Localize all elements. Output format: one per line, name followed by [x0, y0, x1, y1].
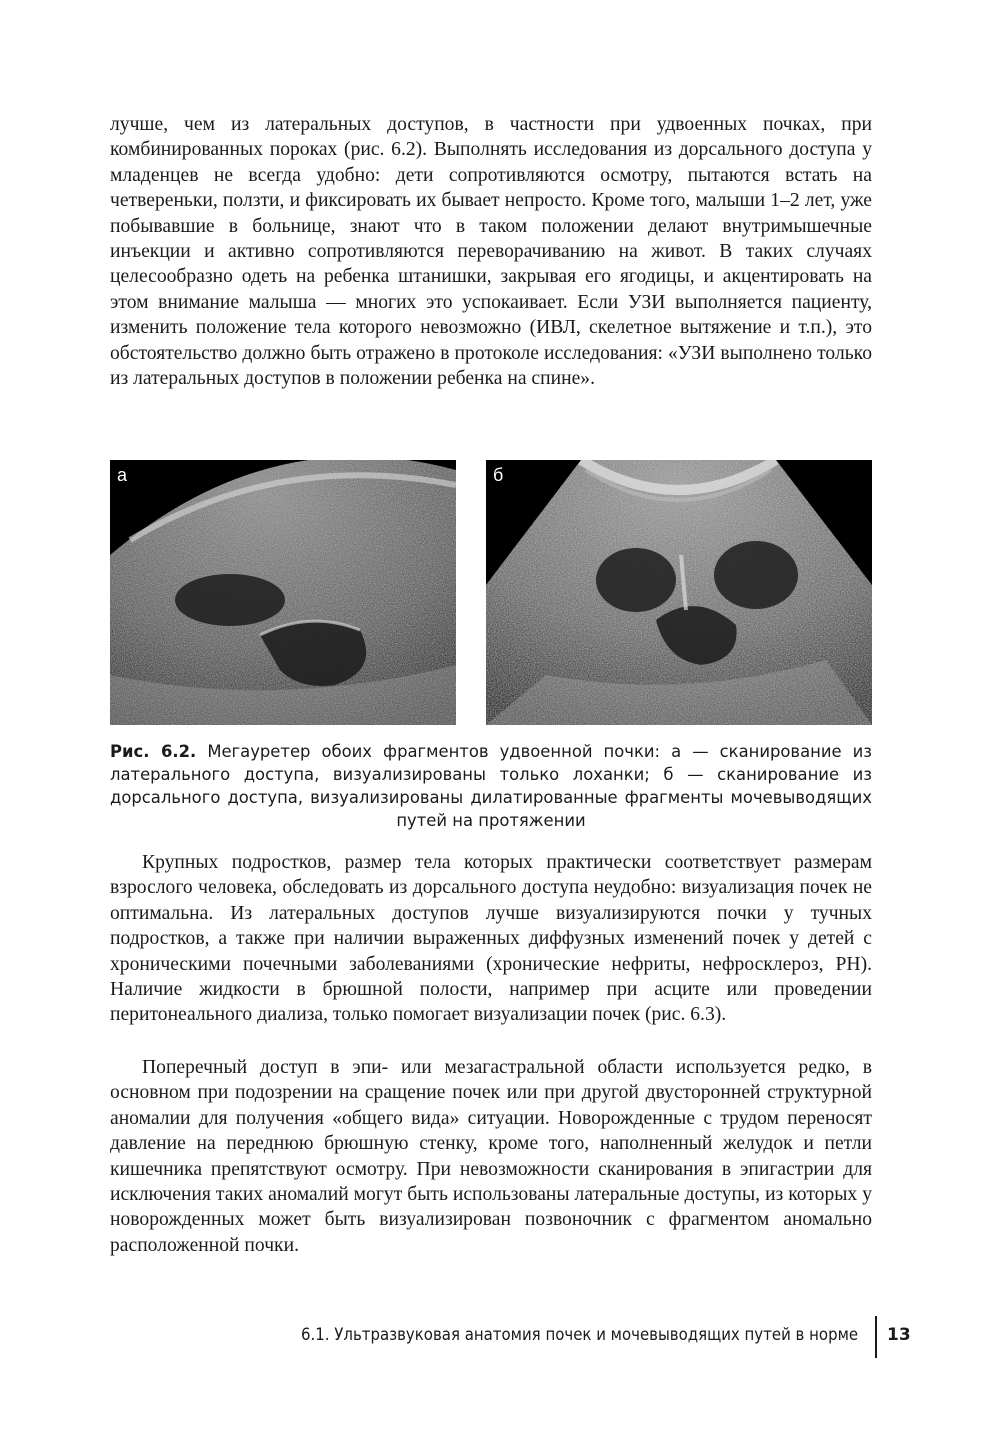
body-paragraph-3: Поперечный доступ в эпи- или мезагастральной области используется редко, в основном при подозрении на сращение почек или при другой двусторонней структурной аномалии для получения «общего вида» ситуации. Новорожденные с трудом переносят давление на переднюю брюшную стенку, кроме того, наполненный желудок и петли кишечника препятствуют осмотру. При невозможности сканирования в эпигастрии для исключения таких аномалий могут быть использованы латеральные доступы, из которых у новорожденных может быть визуализирован позвоночник с фрагментом аномально расположенной почки. — [110, 1057, 872, 1256]
caption-text: Мегауретер обоих фрагментов удвоенной почки: а — сканирование из латерального доступа, визуализированы только лоханки; б — сканирование из дорсального доступа, визуализированы дилатированные фрагменты мочевыводящих путей на протяжении — [110, 742, 872, 830]
body-paragraph-1: лучше, чем из латеральных доступов, в частности при удвоенных почках, при комбинированных пороках (рис. 6.2). Выполнять исследования из дорсального доступа у младенцев не всегда удобно: дети сопротивляются осмотру, пытаются встать на четвереньки, ползти, и фиксировать их бывает непросто. Кроме того, малыши 1–2 лет, уже побывавшие в больнице, знают что в таком положении делают внутримышечные инъекции и активно сопротивляются переворачиванию на живот. В таких случаях целесообразно одеть на ребенка штанишки, закрывая его ягодицы, и акцентировать на этом внимание малыша — многих это успокаивает. Если УЗИ выполняется пациенту, изменить положение тела которого невозможно (ИВЛ, скелетное вытяжение и т.п.), это обстоятельство должно быть отражено в протоколе исследования: «УЗИ выполнено только из латеральных доступов в положении ребенка на спине». — [110, 114, 872, 390]
ultrasound-scan-b-graphic — [486, 460, 872, 725]
ultrasound-image-a — [110, 460, 456, 725]
body-paragraph-2: Крупных подростков, размер тела которых практически соответствует размерам взрослого человека, обследовать из дорсального доступа неудобно: визуализация почек не оптимальна. Из латеральных доступов лучше визуализируются почки у тучных подростков, а также при наличии выраженных диффузных изменений почек у детей с хроническими почечными заболеваниями (хронические нефриты, нефросклероз, РН). Наличие жидкости в брюшной полости, например при асците или проведении перитонеального диализа, только помогает визуализации почек (рис. 6.3). — [110, 852, 872, 1026]
caption-label: Рис. 6.2. — [110, 742, 197, 761]
ultrasound-image-b — [486, 460, 872, 725]
page-number: 13 — [887, 1325, 911, 1345]
running-head: 6.1. Ультразвуковая анатомия почек и мочевыводящих путей в норме — [300, 1325, 858, 1345]
figure-caption — [110, 740, 872, 832]
panel-label-b: б — [493, 465, 504, 485]
ultrasound-scan-a-graphic — [110, 460, 456, 725]
footer-divider — [875, 1316, 877, 1358]
panel-label-a: а — [117, 465, 128, 485]
